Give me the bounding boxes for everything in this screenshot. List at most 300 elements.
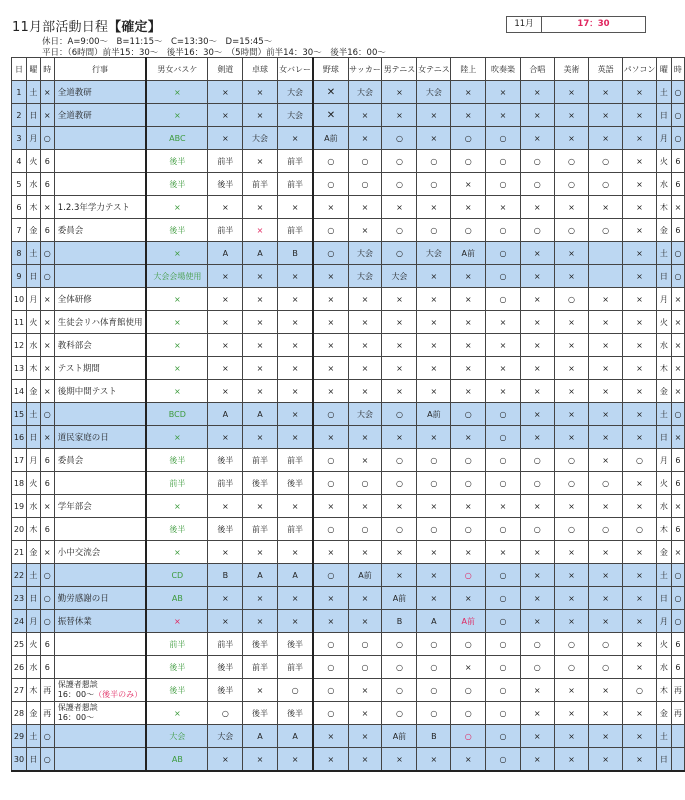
table-row <box>12 104 685 127</box>
column-header: 野球 <box>313 58 348 81</box>
event-cell <box>54 748 146 772</box>
table-row <box>12 679 685 702</box>
period-cell: 6 <box>40 219 54 242</box>
day-cell: 19 <box>12 495 27 518</box>
activity-cell: ○ <box>451 679 486 702</box>
activity-cell: 大会 <box>348 265 382 288</box>
weekday-cell: 水 <box>26 656 40 679</box>
activity-cell: 前半 <box>277 518 313 541</box>
activity-cell: × <box>348 219 382 242</box>
event-cell: 後期中間テスト <box>54 380 146 403</box>
activity-cell: × <box>348 311 382 334</box>
activity-cell: × <box>623 127 657 150</box>
basketball-cell: × <box>146 81 208 104</box>
activity-cell: 前半 <box>208 633 243 656</box>
activity-cell: ○ <box>313 242 348 265</box>
activity-cell: A <box>277 564 313 587</box>
activity-cell: 前半 <box>243 173 278 196</box>
basketball-cell: 大会会場使用 <box>146 265 208 288</box>
activity-cell: 大会 <box>243 127 278 150</box>
activity-cell: × <box>623 311 657 334</box>
event-cell <box>54 725 146 748</box>
activity-cell: × <box>589 564 623 587</box>
activity-cell: × <box>243 219 278 242</box>
activity-cell: × <box>382 288 417 311</box>
weekday-cell: 木 <box>26 518 40 541</box>
column-header: 男テニス <box>382 58 417 81</box>
day-cell: 9 <box>12 265 27 288</box>
activity-cell: × <box>520 564 554 587</box>
period-cell: ○ <box>40 564 54 587</box>
table-row <box>12 702 685 725</box>
activity-cell: × <box>451 311 486 334</box>
activity-cell: 後半 <box>208 656 243 679</box>
period-cell-right <box>671 725 684 748</box>
table-row <box>12 127 685 150</box>
period-cell: ○ <box>40 587 54 610</box>
activity-cell: × <box>589 81 623 104</box>
basketball-cell: × <box>146 702 208 725</box>
day-cell: 16 <box>12 426 27 449</box>
column-header: 行事 <box>54 58 146 81</box>
table-row <box>12 541 685 564</box>
activity-cell: × <box>520 104 554 127</box>
event-cell <box>54 702 146 725</box>
activity-cell: × <box>554 380 589 403</box>
period-cell-right: × <box>671 380 684 403</box>
activity-cell: × <box>417 380 451 403</box>
table-row <box>12 403 685 426</box>
activity-cell: × <box>417 127 451 150</box>
activity-cell: 大会 <box>417 242 451 265</box>
event-cell: 振替休業 <box>54 610 146 633</box>
activity-cell: ○ <box>382 633 417 656</box>
activity-cell: × <box>417 426 451 449</box>
activity-cell: ○ <box>486 472 521 495</box>
weekday-cell-right: 金 <box>656 702 671 725</box>
activity-cell: ○ <box>382 242 417 265</box>
basketball-cell: CD <box>146 564 208 587</box>
weekday-cell: 金 <box>26 541 40 564</box>
activity-cell: 後半 <box>277 702 313 725</box>
activity-cell: × <box>208 748 243 772</box>
activity-cell: × <box>623 587 657 610</box>
activity-cell: × <box>520 265 554 288</box>
activity-cell: × <box>520 610 554 633</box>
activity-cell: 大会 <box>208 725 243 748</box>
activity-cell: × <box>623 380 657 403</box>
activity-cell: × <box>623 288 657 311</box>
activity-cell: 前半 <box>208 150 243 173</box>
activity-cell: A前 <box>348 564 382 587</box>
period-cell: × <box>40 357 54 380</box>
activity-cell: × <box>520 725 554 748</box>
activity-cell: × <box>313 725 348 748</box>
activity-cell: × <box>554 426 589 449</box>
activity-cell: × <box>623 541 657 564</box>
event-cell <box>54 633 146 656</box>
activity-cell: ○ <box>623 449 657 472</box>
weekday-cell: 土 <box>26 564 40 587</box>
activity-cell: 前半 <box>208 219 243 242</box>
activity-cell: × <box>623 403 657 426</box>
basketball-cell: 後半 <box>146 449 208 472</box>
activity-cell: 後半 <box>243 702 278 725</box>
activity-cell: ○ <box>486 426 521 449</box>
activity-cell: × <box>382 541 417 564</box>
activity-cell: ○ <box>554 656 589 679</box>
activity-cell: ○ <box>348 656 382 679</box>
activity-cell: ○ <box>382 656 417 679</box>
activity-cell: 後半 <box>243 633 278 656</box>
activity-cell: × <box>382 748 417 772</box>
weekday-cell: 土 <box>26 242 40 265</box>
period-cell-right: ○ <box>671 81 684 104</box>
basketball-cell: BCD <box>146 403 208 426</box>
activity-cell: ○ <box>451 702 486 725</box>
activity-cell: × <box>589 610 623 633</box>
period-cell-right: ○ <box>671 564 684 587</box>
activity-cell: 後半 <box>208 679 243 702</box>
basketball-cell: × <box>146 610 208 633</box>
activity-cell: × <box>243 541 278 564</box>
day-cell: 20 <box>12 518 27 541</box>
basketball-cell: × <box>146 288 208 311</box>
day-cell: 15 <box>12 403 27 426</box>
column-header: 男女バスケ <box>146 58 208 81</box>
activity-cell: × <box>554 495 589 518</box>
day-cell: 13 <box>12 357 27 380</box>
activity-cell: × <box>554 403 589 426</box>
event-cell: 小中交流会 <box>54 541 146 564</box>
day-cell: 25 <box>12 633 27 656</box>
activity-cell: ○ <box>382 403 417 426</box>
event-cell: 全体研修 <box>54 288 146 311</box>
activity-cell: × <box>382 426 417 449</box>
activity-cell: 大会 <box>382 265 417 288</box>
event-cell <box>54 564 146 587</box>
period-cell-right: ○ <box>671 127 684 150</box>
activity-cell: × <box>417 357 451 380</box>
period-cell: ○ <box>40 265 54 288</box>
activity-cell: × <box>520 403 554 426</box>
basketball-cell: × <box>146 541 208 564</box>
period-cell: 6 <box>40 633 54 656</box>
weekday-cell-right: 日 <box>656 748 671 772</box>
activity-cell: × <box>623 426 657 449</box>
activity-cell: × <box>520 495 554 518</box>
period-cell: × <box>40 426 54 449</box>
activity-cell: × <box>451 380 486 403</box>
activity-cell: 前半 <box>277 173 313 196</box>
activity-cell: × <box>623 265 657 288</box>
activity-cell: × <box>589 679 623 702</box>
activity-cell: × <box>451 81 486 104</box>
activity-cell: × <box>554 702 589 725</box>
activity-cell: × <box>348 380 382 403</box>
activity-cell: ○ <box>348 518 382 541</box>
activity-cell: × <box>382 495 417 518</box>
activity-cell: × <box>554 242 589 265</box>
activity-cell: ○ <box>382 449 417 472</box>
weekday-cell-right: 月 <box>656 449 671 472</box>
activity-cell: ○ <box>313 150 348 173</box>
day-cell: 18 <box>12 472 27 495</box>
activity-cell: × <box>451 104 486 127</box>
activity-cell: ○ <box>417 472 451 495</box>
period-cell-right: 再 <box>671 702 684 725</box>
activity-cell: ○ <box>554 633 589 656</box>
event-cell: 委員会 <box>54 219 146 242</box>
activity-cell: ○ <box>486 127 521 150</box>
activity-cell: × <box>243 380 278 403</box>
activity-cell: ○ <box>348 633 382 656</box>
activity-cell: × <box>417 587 451 610</box>
event-cell: テスト期間 <box>54 357 146 380</box>
activity-cell: × <box>451 587 486 610</box>
activity-cell: 前半 <box>243 656 278 679</box>
activity-cell: ○ <box>451 518 486 541</box>
activity-cell: × <box>348 288 382 311</box>
activity-cell: × <box>623 748 657 772</box>
activity-cell: × <box>243 357 278 380</box>
activity-cell: × <box>486 380 521 403</box>
activity-cell: × <box>486 541 521 564</box>
period-cell-right: ○ <box>671 104 684 127</box>
basketball-cell: 大会 <box>146 725 208 748</box>
activity-cell: 前半 <box>243 518 278 541</box>
month-label: 11月 <box>507 17 542 32</box>
activity-cell: × <box>313 265 348 288</box>
activity-cell: × <box>520 702 554 725</box>
activity-cell: ○ <box>417 449 451 472</box>
weekday-cell: 土 <box>26 81 40 104</box>
activity-cell: × <box>277 380 313 403</box>
activity-cell: × <box>417 196 451 219</box>
weekday-cell: 金 <box>26 702 40 725</box>
period-cell-right: ○ <box>671 265 684 288</box>
activity-cell: × <box>208 541 243 564</box>
activity-cell: ○ <box>417 173 451 196</box>
activity-cell: × <box>348 449 382 472</box>
activity-cell: 前半 <box>208 472 243 495</box>
activity-cell: 後半 <box>277 472 313 495</box>
period-cell: × <box>40 104 54 127</box>
activity-cell: × <box>348 426 382 449</box>
column-header: サッカー <box>348 58 382 81</box>
activity-cell: × <box>623 495 657 518</box>
period-cell: ○ <box>40 403 54 426</box>
day-cell: 2 <box>12 104 27 127</box>
activity-cell: × <box>451 334 486 357</box>
activity-cell: A <box>417 610 451 633</box>
activity-cell: ○ <box>520 219 554 242</box>
activity-cell: ○ <box>313 564 348 587</box>
weekday-cell-right: 木 <box>656 357 671 380</box>
period-cell: × <box>40 495 54 518</box>
activity-cell: ○ <box>486 288 521 311</box>
weekday-cell: 月 <box>26 610 40 633</box>
event-time: 16：00〜 <box>57 713 95 722</box>
day-cell: 17 <box>12 449 27 472</box>
basketball-cell: AB <box>146 587 208 610</box>
event-cell: 生徒会リハ体育館使用 <box>54 311 146 334</box>
event-cell <box>54 173 146 196</box>
activity-cell: × <box>277 196 313 219</box>
activity-cell: ○ <box>589 472 623 495</box>
basketball-cell: × <box>146 495 208 518</box>
basketball-cell: 前半 <box>146 472 208 495</box>
day-cell: 11 <box>12 311 27 334</box>
period-cell: ○ <box>40 610 54 633</box>
day-cell: 28 <box>12 702 27 725</box>
activity-cell: × <box>589 196 623 219</box>
period-cell: ○ <box>40 242 54 265</box>
activity-cell: × <box>313 610 348 633</box>
weekday-cell-right: 月 <box>656 127 671 150</box>
activity-cell: × <box>520 541 554 564</box>
activity-cell: ○ <box>313 472 348 495</box>
activity-cell: ○ <box>313 656 348 679</box>
activity-cell: ○ <box>417 702 451 725</box>
column-header: 日 <box>12 58 27 81</box>
activity-cell: B <box>382 610 417 633</box>
activity-cell: A <box>208 242 243 265</box>
activity-cell: 前半 <box>243 449 278 472</box>
activity-cell: ○ <box>417 656 451 679</box>
activity-cell: × <box>382 104 417 127</box>
activity-cell: × <box>277 426 313 449</box>
activity-cell: × <box>277 334 313 357</box>
weekday-cell-right: 水 <box>656 173 671 196</box>
column-header: 卓球 <box>243 58 278 81</box>
activity-cell: 大会 <box>348 242 382 265</box>
activity-cell: × <box>554 334 589 357</box>
activity-cell: × <box>486 196 521 219</box>
holiday-times: 休日：A=9:00〜 B=11:15〜 C=13:30〜 D=15:45〜 <box>42 37 273 47</box>
weekday-cell-right: 火 <box>656 311 671 334</box>
activity-cell: × <box>520 311 554 334</box>
activity-cell: ○ <box>554 219 589 242</box>
activity-cell: × <box>348 196 382 219</box>
activity-cell: 前半 <box>277 449 313 472</box>
activity-cell: × <box>277 495 313 518</box>
weekday-cell-right: 水 <box>656 656 671 679</box>
activity-cell: A前 <box>313 127 348 150</box>
activity-cell: × <box>208 81 243 104</box>
activity-cell: ○ <box>417 219 451 242</box>
weekday-cell: 日 <box>26 426 40 449</box>
period-cell: 再 <box>40 679 54 702</box>
period-cell: × <box>40 380 54 403</box>
basketball-cell: 後半 <box>146 173 208 196</box>
activity-cell: 後半 <box>208 449 243 472</box>
event-time: 16：00〜 <box>57 690 95 699</box>
period-cell: × <box>40 288 54 311</box>
period-cell-right: ○ <box>671 610 684 633</box>
basketball-cell: × <box>146 242 208 265</box>
activity-cell: ○ <box>451 564 486 587</box>
period-cell: 6 <box>40 173 54 196</box>
activity-cell: × <box>417 495 451 518</box>
activity-cell: × <box>589 288 623 311</box>
table-row <box>12 518 685 541</box>
schedule-table <box>11 57 685 772</box>
activity-cell: ○ <box>486 173 521 196</box>
weekday-cell: 月 <box>26 288 40 311</box>
table-row <box>12 495 685 518</box>
activity-cell: ○ <box>554 472 589 495</box>
weekday-cell: 火 <box>26 472 40 495</box>
activity-cell: ○ <box>417 518 451 541</box>
activity-cell: ○ <box>382 472 417 495</box>
activity-cell: × <box>554 748 589 772</box>
period-cell-right: × <box>671 426 684 449</box>
activity-cell: × <box>277 587 313 610</box>
activity-cell: × <box>417 334 451 357</box>
period-cell-right: 6 <box>671 656 684 679</box>
weekday-cell: 日 <box>26 265 40 288</box>
activity-cell: × <box>208 380 243 403</box>
activity-cell: ○ <box>520 518 554 541</box>
activity-cell: ○ <box>520 633 554 656</box>
period-cell-right: 6 <box>671 449 684 472</box>
activity-cell: 前半 <box>277 219 313 242</box>
activity-cell: ○ <box>486 219 521 242</box>
activity-cell: × <box>623 357 657 380</box>
period-cell-right: ○ <box>671 242 684 265</box>
table-row <box>12 426 685 449</box>
activity-cell: 大会 <box>417 81 451 104</box>
activity-cell: × <box>243 334 278 357</box>
activity-cell: ○ <box>313 449 348 472</box>
weekday-cell: 火 <box>26 311 40 334</box>
activity-cell: 後半 <box>208 518 243 541</box>
activity-cell: ○ <box>382 173 417 196</box>
activity-cell: × <box>589 748 623 772</box>
activity-cell: × <box>243 495 278 518</box>
day-cell: 5 <box>12 173 27 196</box>
day-cell: 14 <box>12 380 27 403</box>
activity-cell: × <box>623 150 657 173</box>
event-cell <box>54 656 146 679</box>
activity-cell: ○ <box>486 610 521 633</box>
weekday-cell-right: 水 <box>656 334 671 357</box>
activity-cell: × <box>313 587 348 610</box>
period-cell-right: 再 <box>671 679 684 702</box>
table-row <box>12 587 685 610</box>
table-row <box>12 633 685 656</box>
activity-cell: ○ <box>382 679 417 702</box>
weekday-cell-right: 金 <box>656 380 671 403</box>
activity-cell: × <box>382 81 417 104</box>
activity-cell: × <box>243 196 278 219</box>
period-cell-right: × <box>671 495 684 518</box>
activity-cell: × <box>417 104 451 127</box>
period-cell-right: × <box>671 541 684 564</box>
table-row <box>12 564 685 587</box>
activity-cell: ○ <box>417 679 451 702</box>
activity-cell: × <box>348 357 382 380</box>
activity-cell: × <box>417 564 451 587</box>
activity-cell: × <box>208 495 243 518</box>
activity-cell <box>589 242 623 265</box>
table-row <box>12 357 685 380</box>
table-row <box>12 81 685 104</box>
activity-cell: × <box>277 357 313 380</box>
activity-cell: × <box>554 610 589 633</box>
activity-cell: × <box>623 725 657 748</box>
